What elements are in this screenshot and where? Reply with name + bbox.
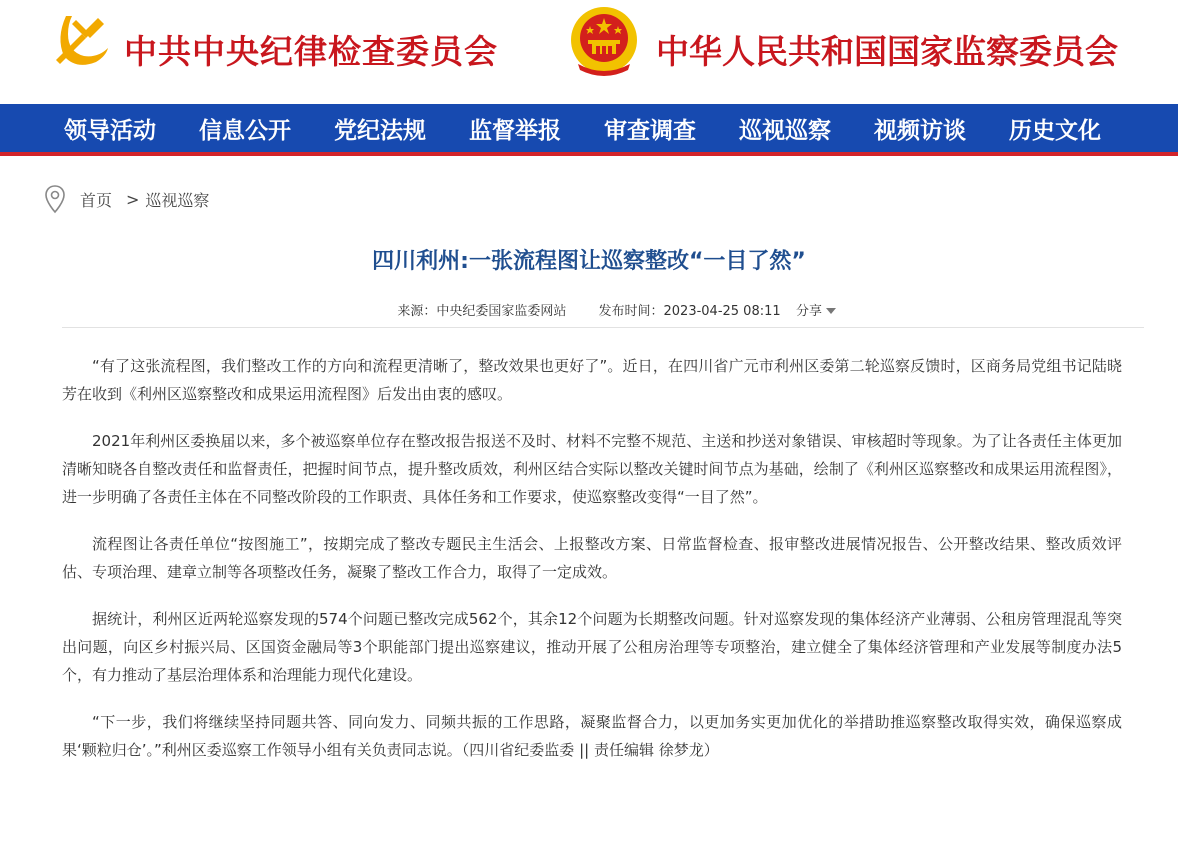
article-meta	[0, 300, 1178, 319]
article-paragraph: 流程图让各责任单位“按图施工”，按期完成了整改专题民主生活会、上报整改方案、日常监督检查、报审整改进展情况报告、公开整改结果、整改质效评估、专项治理、建章立制等各项整改任务，凝聚了整改工作合力，取得了一定成效。	[62, 535, 1122, 581]
breadcrumb-current-link[interactable]: 巡视巡察	[145, 190, 210, 210]
article-publish-time: 发布时间：2023-04-25 08:11	[598, 304, 781, 319]
share-button[interactable]	[796, 300, 836, 319]
nav-item-investigation[interactable]: 审查调查	[604, 116, 696, 144]
nsc-title[interactable]: 中华人民共和国国家监察委员会	[656, 32, 1118, 71]
article-paragraph: 2021年利州区委换届以来，多个被巡察单位存在整改报告报送不及时、材料不完整不规范、主送和抄送对象错误、审核超时等现象。为了让各责任主体更加清晰知晓各自整改责任和监督责任，把握时间节点，提升整改质效，利州区结合实际以整改关键时间节点为基础，绘制了《利州区巡察整改和成果运用流程图》，进一步明确了各责任主体在不同整改阶段的工作职责、具体任务和工作要求，使巡察整改变得“一目了然”。	[62, 432, 1122, 506]
breadcrumb-home-link[interactable]: 首页	[80, 190, 113, 210]
breadcrumb-separator: >	[126, 189, 140, 209]
nav-item-history[interactable]: 历史文化	[1009, 116, 1101, 144]
article-paragraph: “下一步，我们将继续坚持同题共答、同向发力、同频共振的工作思路，凝聚监督合力，以更加务实更加优化的举措助推巡察整改取得实效，确保巡察成果‘颗粒归仓’。”利州区委巡察工作领导小组有关负责同志说。（四川省纪委监委 || 责任编辑 徐梦龙）	[62, 713, 1122, 759]
nav-item-inspection[interactable]: 巡视巡察	[739, 116, 831, 144]
article-source: 来源：中央纪委国家监委网站	[397, 304, 567, 319]
breadcrumb	[44, 184, 209, 214]
nav-item-report[interactable]: 监督举报	[469, 116, 561, 144]
main-nav	[0, 104, 1178, 156]
party-emblem-icon[interactable]	[46, 8, 112, 74]
nav-item-video[interactable]: 视频访谈	[874, 116, 966, 144]
article-body	[62, 352, 1122, 783]
title-divider	[62, 327, 1144, 328]
article-title: 四川利州:一张流程图让巡察整改“一目了然”	[372, 249, 806, 274]
location-pin-icon	[44, 184, 66, 214]
article-paragraph: “有了这张流程图，我们整改工作的方向和流程更清晰了，整改效果也更好了”。近日，在四川省广元市利州区委第二轮巡察反馈时，区商务局党组书记陆晓芳在收到《利州区巡察整改和成果运用流程图》后发出由衷的感叹。	[62, 357, 1122, 403]
national-emblem-icon[interactable]	[568, 4, 640, 80]
dropdown-triangle-icon	[826, 308, 836, 314]
nav-item-info[interactable]: 信息公开	[199, 116, 291, 144]
nav-item-leadership[interactable]: 领导活动	[64, 116, 156, 144]
article-paragraph: 据统计，利州区近两轮巡察发现的574个问题已整改完成562个，其余12个问题为长期整改问题。针对巡察发现的集体经济产业薄弱、公租房管理混乱等突出问题，向区乡村振兴局、区国资金融局等3个职能部门提出巡察建议，推动开展了公租房治理等专项整治，建立健全了集体经济管理和产业发展等制度办法5个，有力推动了基层治理体系和治理能力现代化建设。	[62, 610, 1122, 684]
nav-item-regulations[interactable]: 党纪法规	[334, 116, 426, 144]
site-header	[0, 0, 1178, 104]
ccdi-title[interactable]: 中共中央纪律检查委员会	[124, 32, 498, 71]
share-label: 分享	[796, 304, 823, 319]
